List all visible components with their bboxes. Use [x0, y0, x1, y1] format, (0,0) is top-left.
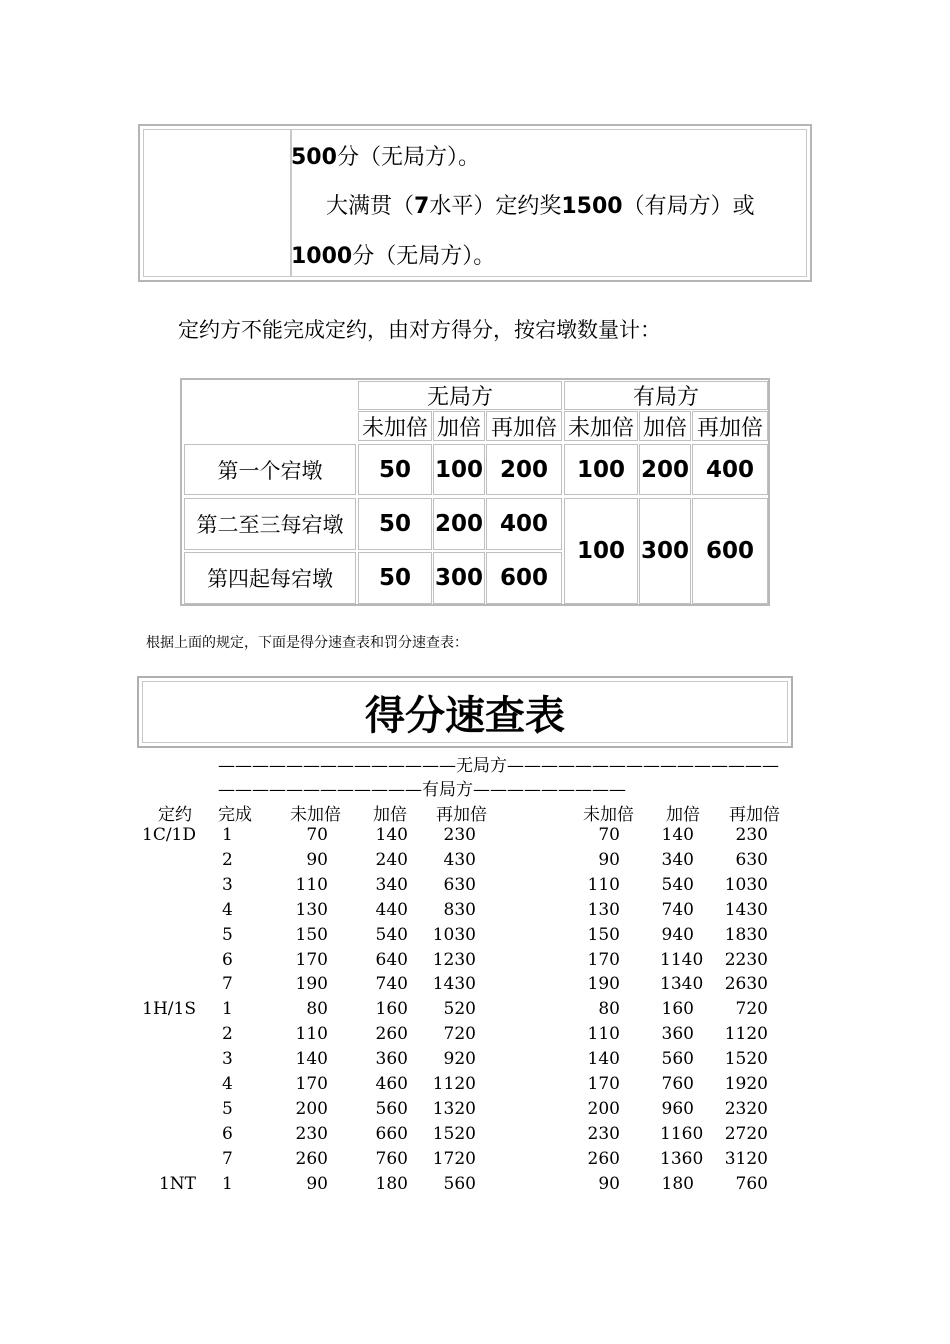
nv-undoubled-cell: 90 [306, 849, 328, 870]
v-undoubled-cell: 190 [587, 974, 620, 995]
nv-doubled-cell: 260 [375, 1024, 408, 1045]
made-cell: 3 [222, 874, 233, 895]
col-header-contract: 定约 [158, 805, 192, 825]
v-doubled-cell: 740 [661, 899, 694, 920]
nv-undoubled-cell: 80 [306, 999, 328, 1020]
subheader-v-doubled: 加倍 [639, 411, 691, 441]
made-cell: 4 [222, 899, 233, 920]
score-row [0, 1049, 950, 1073]
score-row [0, 825, 950, 849]
group-header-nonvul: 无局方 [358, 381, 562, 410]
penalty-cell: 300 [433, 552, 485, 604]
nv-undoubled-cell: 110 [295, 1024, 328, 1045]
nv-redoubled-cell: 630 [443, 874, 476, 895]
v-redoubled-cell: 1120 [724, 1024, 768, 1045]
nv-doubled-cell: 560 [375, 1098, 408, 1119]
score-row [0, 850, 950, 874]
made-cell: 7 [222, 1148, 233, 1169]
v-redoubled-cell: 2320 [724, 1098, 768, 1119]
bonus-line-2-pre: 大满贯（ [326, 194, 415, 219]
nv-redoubled-cell: 1230 [432, 949, 476, 970]
v-doubled-cell: 540 [661, 874, 694, 895]
penalty-cell: 200 [486, 444, 562, 495]
v-redoubled-cell: 2630 [724, 974, 768, 995]
penalty-rule-heading: 定约方不能完成定约，由对方得分，按宕墩数量计： [178, 318, 661, 342]
nv-undoubled-cell: 190 [295, 974, 328, 995]
contract-cell: 1H/1S [142, 999, 196, 1020]
nv-redoubled-cell: 1430 [432, 974, 476, 995]
nv-undoubled-cell: 70 [306, 825, 328, 845]
nv-redoubled-cell: 1520 [432, 1123, 476, 1144]
score-row [0, 1124, 950, 1148]
v-doubled-cell: 1160 [660, 1123, 704, 1144]
nv-undoubled-cell: 230 [295, 1123, 328, 1144]
penalty-cell-merged: 600 [692, 498, 768, 604]
nv-doubled-cell: 360 [375, 1049, 408, 1070]
made-cell: 1 [222, 999, 233, 1020]
subheader-v-redoubled: 再加倍 [692, 411, 768, 441]
col-header-v-redoubled: 再加倍 [729, 805, 780, 825]
score-row [0, 999, 950, 1023]
nv-doubled-cell: 140 [375, 825, 408, 845]
v-doubled-cell: 940 [661, 924, 694, 945]
col-header-v-doubled: 加倍 [666, 805, 700, 825]
v-doubled-cell: 340 [661, 849, 694, 870]
nv-doubled-cell: 740 [375, 974, 408, 995]
v-undoubled-cell: 260 [587, 1148, 620, 1169]
nv-undoubled-cell: 170 [295, 1074, 328, 1094]
nv-doubled-cell: 180 [375, 1173, 408, 1194]
nv-redoubled-cell: 230 [443, 825, 476, 845]
v-undoubled-cell: 170 [587, 949, 620, 970]
made-cell: 3 [222, 1049, 233, 1070]
score-row [0, 1149, 950, 1173]
col-header-nv-redoubled: 再加倍 [436, 805, 487, 825]
v-doubled-cell: 1340 [660, 974, 704, 995]
v-doubled-cell: 960 [661, 1098, 694, 1119]
contract-cell: 1C/1D [142, 825, 196, 845]
v-undoubled-cell: 80 [598, 999, 620, 1020]
v-redoubled-cell: 2720 [724, 1123, 768, 1144]
v-undoubled-cell: 150 [587, 924, 620, 945]
penalty-cell: 50 [358, 498, 432, 550]
v-redoubled-cell: 1430 [724, 899, 768, 920]
nv-undoubled-cell: 90 [306, 1173, 328, 1194]
penalty-cell-merged: 100 [564, 498, 638, 604]
score-row [0, 1074, 950, 1098]
penalty-corner-cell [182, 380, 357, 442]
made-cell: 7 [222, 974, 233, 995]
nv-undoubled-cell: 200 [295, 1098, 328, 1119]
header-vulnerable-line: ————————————有局方————————— [218, 780, 626, 800]
penalty-cell: 400 [486, 498, 562, 550]
score-table-title-box [137, 676, 793, 748]
v-undoubled-cell: 70 [598, 825, 620, 845]
bonus-line-2-num2: 1500 [561, 194, 623, 219]
v-doubled-cell: 360 [661, 1024, 694, 1045]
v-doubled-cell: 140 [661, 825, 694, 845]
v-redoubled-cell: 230 [735, 825, 768, 845]
penalty-cell: 200 [433, 498, 485, 550]
v-undoubled-cell: 140 [587, 1049, 620, 1070]
v-redoubled-cell: 2230 [724, 949, 768, 970]
subheader-nv-undoubled: 未加倍 [358, 411, 432, 441]
nv-doubled-cell: 760 [375, 1148, 408, 1169]
nv-undoubled-cell: 170 [295, 949, 328, 970]
v-redoubled-cell: 630 [735, 849, 768, 870]
nv-undoubled-cell: 130 [295, 899, 328, 920]
score-row [0, 1174, 950, 1198]
col-header-nv-doubled: 加倍 [373, 805, 407, 825]
score-row [0, 1024, 950, 1048]
v-doubled-cell: 760 [661, 1074, 694, 1094]
v-doubled-cell: 1360 [660, 1148, 704, 1169]
nv-redoubled-cell: 430 [443, 849, 476, 870]
nv-redoubled-cell: 920 [443, 1049, 476, 1070]
score-row [0, 1099, 950, 1123]
v-redoubled-cell: 1030 [724, 874, 768, 895]
v-redoubled-cell: 1920 [724, 1074, 768, 1094]
made-cell: 1 [222, 1173, 233, 1194]
penalty-cell: 100 [433, 444, 485, 495]
score-row [0, 900, 950, 924]
nv-redoubled-cell: 720 [443, 1024, 476, 1045]
nv-doubled-cell: 240 [375, 849, 408, 870]
bonus-line-2-mid: 水平）定约奖 [429, 194, 562, 219]
bonus-line-3-text: 分（无局方）。 [352, 244, 496, 269]
subheader-v-undoubled: 未加倍 [564, 411, 638, 441]
v-undoubled-cell: 130 [587, 899, 620, 920]
v-doubled-cell: 1140 [660, 949, 704, 970]
v-redoubled-cell: 1520 [724, 1049, 768, 1070]
score-row [0, 950, 950, 974]
nv-undoubled-cell: 150 [295, 924, 328, 945]
nv-redoubled-cell: 1030 [432, 924, 476, 945]
v-undoubled-cell: 90 [598, 849, 620, 870]
col-header-v-undoubled: 未加倍 [583, 805, 634, 825]
nv-doubled-cell: 340 [375, 874, 408, 895]
row-label-second-third-undertrick: 第二至三每宕墩 [184, 498, 356, 550]
nv-redoubled-cell: 1120 [432, 1074, 476, 1094]
made-cell: 6 [222, 1123, 233, 1144]
score-row [0, 875, 950, 899]
made-cell: 5 [222, 1098, 233, 1119]
bonus-line-3-num: 1000 [291, 244, 353, 269]
nv-redoubled-cell: 1720 [432, 1148, 476, 1169]
penalty-table [180, 378, 770, 606]
v-redoubled-cell: 3120 [724, 1148, 768, 1169]
v-undoubled-cell: 170 [587, 1074, 620, 1094]
v-doubled-cell: 180 [661, 1173, 694, 1194]
v-redoubled-cell: 1830 [724, 924, 768, 945]
bonus-line-1-text: 分（无局方）。 [336, 145, 480, 170]
v-redoubled-cell: 760 [735, 1173, 768, 1194]
v-undoubled-cell: 110 [587, 874, 620, 895]
header-nonvulnerable-line: ——————————————无局方———————————————— [218, 756, 779, 776]
col-header-nv-undoubled: 未加倍 [290, 805, 341, 825]
bonus-table-left-cell [143, 129, 292, 277]
penalty-cell-merged: 300 [639, 498, 691, 604]
nv-doubled-cell: 540 [375, 924, 408, 945]
bonus-line-3 [291, 239, 495, 270]
bonus-line-2-num1: 7 [414, 194, 430, 219]
bonus-line-1 [291, 140, 480, 171]
penalty-cell: 600 [486, 552, 562, 604]
nv-undoubled-cell: 140 [295, 1049, 328, 1070]
nv-doubled-cell: 440 [375, 899, 408, 920]
subheader-nv-redoubled: 再加倍 [486, 411, 562, 441]
made-cell: 5 [222, 924, 233, 945]
v-undoubled-cell: 230 [587, 1123, 620, 1144]
made-cell: 2 [222, 849, 233, 870]
score-row [0, 925, 950, 949]
v-undoubled-cell: 90 [598, 1173, 620, 1194]
nv-redoubled-cell: 830 [443, 899, 476, 920]
bonus-line-2-post: （有局方）或 [622, 194, 755, 219]
bonus-line-2 [326, 189, 755, 220]
nv-doubled-cell: 660 [375, 1123, 408, 1144]
score-table-title: 得分速查表 [365, 692, 565, 739]
penalty-cell: 200 [639, 444, 691, 495]
contract-cell: 1NT [158, 1173, 196, 1194]
made-cell: 6 [222, 949, 233, 970]
nv-redoubled-cell: 520 [443, 999, 476, 1020]
v-undoubled-cell: 110 [587, 1024, 620, 1045]
nv-undoubled-cell: 260 [295, 1148, 328, 1169]
nv-doubled-cell: 160 [375, 999, 408, 1020]
subheader-nv-doubled: 加倍 [433, 411, 485, 441]
nv-undoubled-cell: 110 [295, 874, 328, 895]
v-doubled-cell: 560 [661, 1049, 694, 1070]
penalty-cell: 100 [564, 444, 638, 495]
row-label-first-undertrick: 第一个宕墩 [184, 444, 356, 495]
nv-redoubled-cell: 1320 [432, 1098, 476, 1119]
v-doubled-cell: 160 [661, 999, 694, 1020]
penalty-cell: 50 [358, 552, 432, 604]
made-cell: 4 [222, 1074, 233, 1094]
score-row [0, 974, 950, 998]
nv-doubled-cell: 640 [375, 949, 408, 970]
v-undoubled-cell: 200 [587, 1098, 620, 1119]
row-label-fourth-plus-undertrick: 第四起每宕墩 [184, 552, 356, 604]
bonus-line-1-num: 500 [291, 145, 337, 170]
group-header-vul: 有局方 [564, 381, 768, 410]
made-cell: 1 [222, 825, 233, 845]
penalty-cell: 50 [358, 444, 432, 495]
col-header-made: 完成 [218, 805, 252, 825]
nv-redoubled-cell: 560 [443, 1173, 476, 1194]
v-redoubled-cell: 720 [735, 999, 768, 1020]
score-column-headers [0, 800, 950, 824]
quick-reference-intro: 根据上面的规定，下面是得分速查表和罚分速查表： [146, 635, 468, 651]
penalty-cell: 400 [692, 444, 768, 495]
made-cell: 2 [222, 1024, 233, 1045]
nv-doubled-cell: 460 [375, 1074, 408, 1094]
